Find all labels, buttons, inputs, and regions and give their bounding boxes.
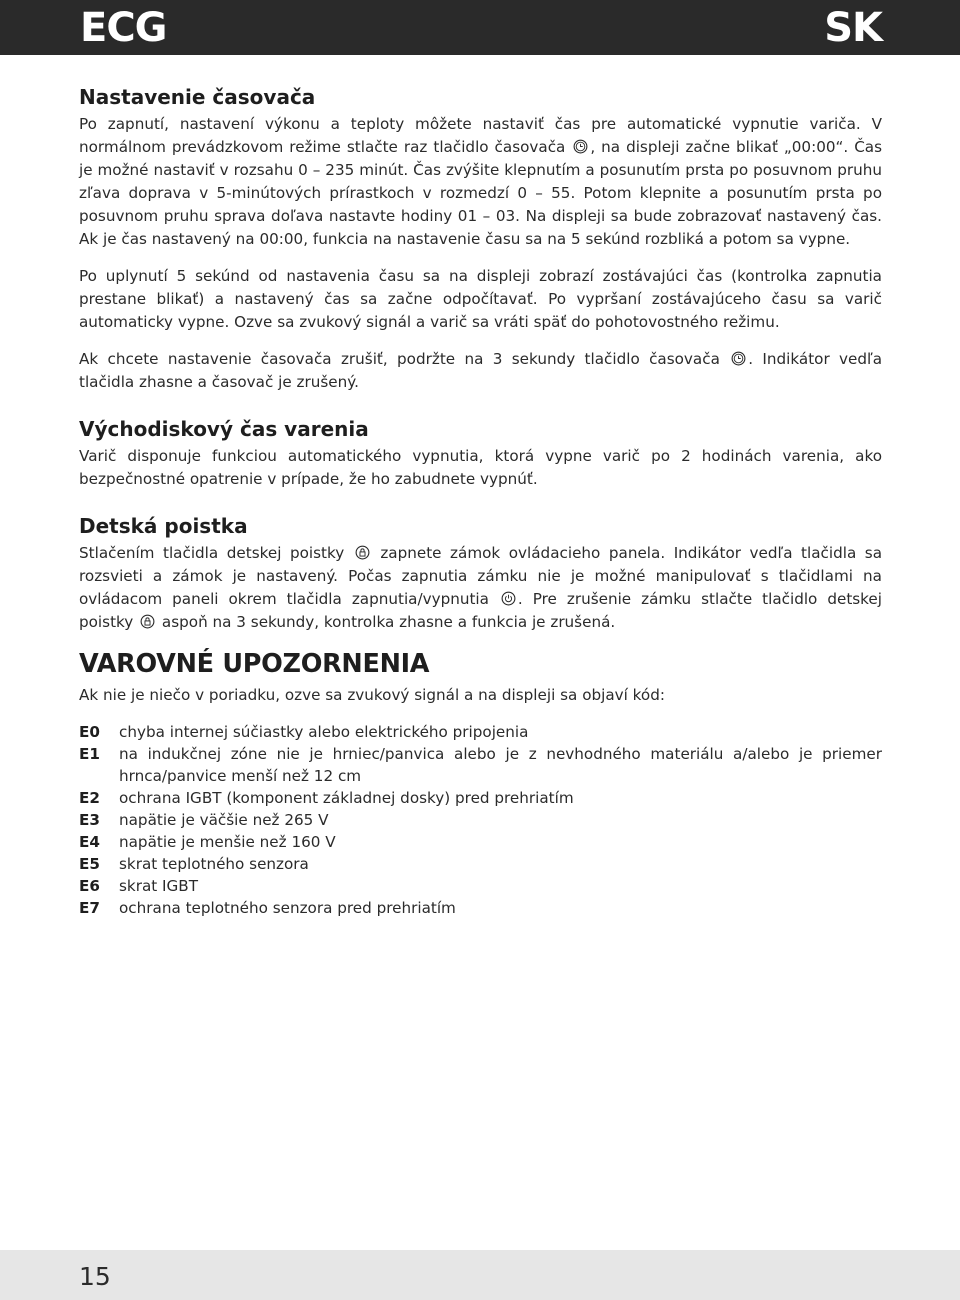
error-description: na indukčnej zóne nie je hrniec/panvica alebo je z nevhodného materiálu a/alebo je priemer hrnca/panvice menší než 12 cm [119, 745, 882, 785]
error-code-list [79, 721, 882, 919]
timer-paragraph-1 [79, 113, 882, 251]
timer-paragraph-3 [79, 348, 882, 394]
error-item-e2 [79, 787, 882, 809]
error-code: E1 [79, 745, 100, 763]
page-content [79, 84, 882, 919]
error-item-e7 [79, 897, 882, 919]
error-code: E6 [79, 877, 100, 895]
error-item-e1 [79, 743, 882, 787]
child-lock-icon [355, 545, 370, 560]
page-number: 15 [79, 1262, 111, 1291]
default-time-heading: Východiskový čas varenia [79, 417, 369, 441]
child-lock-icon [140, 614, 155, 629]
error-item-e6 [79, 875, 882, 897]
section-spacer [79, 505, 882, 513]
child-lock-text-d: aspoň na 3 sekundy, kontrolka zhasne a funkcia je zrušená. [161, 613, 616, 631]
timer-heading: Nastavenie časovača [79, 85, 316, 109]
error-description: skrat IGBT [119, 877, 198, 895]
child-lock-heading: Detská poistka [79, 514, 248, 538]
timer-paragraph-2: Po uplynutí 5 sekúnd od nastavenia času sa na displeji zobrazí zostávajúci čas (kontrolka zapnutia prestane blikať) a nastavený čas sa začne odpočítavať. Po vypršaní zostávajúceho času sa varič automaticky vypne. Ozve sa zvukový signál a varič sa vráti späť do pohotovostného režimu. [79, 267, 882, 331]
error-description: chyba internej súčiastky alebo elektrického pripojenia [119, 723, 529, 741]
child-lock-text-a: Stlačením tlačidla detskej poistky [79, 544, 345, 562]
error-item-e5 [79, 853, 882, 875]
timer-icon [573, 139, 588, 154]
error-code: E7 [79, 899, 100, 917]
error-description: napätie je väčšie než 265 V [119, 811, 329, 829]
language-code: SK [824, 5, 882, 51]
header-bar [0, 0, 960, 55]
error-code: E2 [79, 789, 100, 807]
warnings-heading: VAROVNÉ UPOZORNENIA [79, 649, 430, 679]
error-item-e4 [79, 831, 882, 853]
warnings-intro: Ak nie je niečo v poriadku, ozve sa zvukový signál a na displeji sa objaví kód: [79, 686, 665, 704]
child-lock-text-c: . Pre zrušenie zámku stlačte tlačidlo detskej poistky [79, 590, 883, 631]
timer-icon [731, 351, 746, 366]
error-description: napätie je menšie než 160 V [119, 833, 336, 851]
error-item-e0 [79, 721, 882, 743]
child-lock-text-b: zapnete zámok ovládacieho panela. Indikátor vedľa tlačidla sa rozsvieti a zámok je nastavený. Počas zapnutia zámku nie je možné manipulovať s tlačidlami na ovládacom paneli okrem tlačidla zapnutia/vypnutia [79, 544, 883, 608]
default-time-paragraph: Varič disponuje funkciou automatického vypnutia, ktorá vypne varič po 2 hodinách varenia, ako bezpečnostné opatrenie v prípade, že ho zabudnete vypnúť. [79, 447, 882, 488]
error-code: E3 [79, 811, 100, 829]
timer-p1-text-a: Po zapnutí, nastavení výkonu a teploty môžete nastaviť čas pre automatické vypnutie variča. V normálnom prevádzkovom režime stlačte raz tlačidlo časovača [79, 115, 882, 156]
error-description: ochrana IGBT (komponent základnej dosky) pred prehriatím [119, 789, 574, 807]
error-code: E4 [79, 833, 100, 851]
brand-logo: ECG [80, 5, 167, 51]
error-description: skrat teplotného senzora [119, 855, 309, 873]
error-code: E0 [79, 723, 100, 741]
error-description: ochrana teplotného senzora pred prehriatím [119, 899, 456, 917]
timer-p3-text-a: Ak chcete nastavenie časovača zrušiť, podržte na 3 sekundy tlačidlo časovača [79, 350, 720, 368]
error-code: E5 [79, 855, 100, 873]
timer-p1-text-b: , na displeji začne blikať „00:00“. Čas je možné nastaviť v rozsahu 0 – 235 minút. Čas zvýšite klepnutím a posunutím prsta po posuvnom pruhu zľava doprava v 5-minútových prírastkoch v rozmedzí 0 – 55. Potom klepnite a posunutím prsta po posuvnom pruhu sprava doľava nastavte hodiny 01 – 03. Na displeji sa bude zobrazovať nastavený čas. Ak je čas nastavený na 00:00, funkcia na nastavenie času sa na 5 sekúnd rozbliká a potom sa vypne. [79, 138, 883, 248]
section-spacer [79, 408, 882, 416]
child-lock-paragraph [79, 542, 882, 634]
timer-p3-text-b: . Indikátor vedľa tlačidla zhasne a časovač je zrušený. [79, 350, 883, 391]
error-item-e3 [79, 809, 882, 831]
footer-bar [0, 1250, 960, 1300]
power-icon [501, 591, 516, 606]
